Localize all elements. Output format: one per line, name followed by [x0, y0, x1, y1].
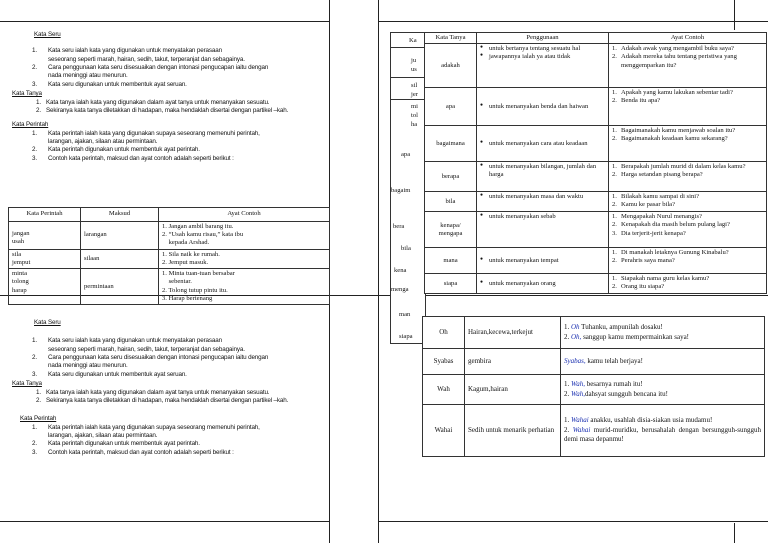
seru-maksud: gembira: [465, 349, 561, 375]
perintah-item-2: 2. Kata perintah digunakan untuk membentuk ayat perintah.: [32, 146, 200, 154]
tanya-ayat: 1. Mengapakah Nurul menangis? 2. Kenapakah dia masih belum pulang lagi? 3. Dia terjerit-jerit kenapa?: [609, 212, 767, 248]
heading-kata-tanya-repeat: Kata Tanya: [12, 380, 42, 388]
tanya-ayat: 1. Siapakah nama guru kelas kamu? 2. Orang itu siapa?: [609, 274, 767, 294]
behind-label: bera: [393, 223, 405, 230]
seru-list: [12, 47, 330, 89]
perintah-item-3: 3. Contoh kata perintah, maksud dan ayat contoh adalah seperti berikut :: [32, 448, 234, 456]
tanya-table-header: [425, 33, 767, 44]
table-row: [425, 126, 767, 162]
table-row: [423, 375, 765, 405]
tanya-guna: ● untuk menanyakan benda dan haiwan: [477, 88, 609, 126]
perintah-item-1: 1. Kata perintah ialah kata yang digunakan supaya seseorang memenuhi perintah, larangan, ajakan, silaan atau permintaan.: [32, 129, 260, 145]
hidden-table-behind: [390, 32, 426, 344]
tanya-guna: ● untuk menanyakan sebab: [477, 212, 609, 248]
seru-kata: Oh: [423, 317, 465, 349]
tanya-ayat: 1. Bagaimanakah kamu menjawab soalan itu? 2. Bagaimanakah keadaan kamu sekarang?: [609, 126, 767, 162]
tanya-header-guna: Penggunaan: [477, 33, 609, 44]
tanya-list-repeat: [12, 389, 330, 406]
heading-kata-perintah: Kata Perintah: [12, 121, 49, 129]
tanya-guna: ● untuk menanyakan orang: [477, 274, 609, 294]
table-row: [9, 222, 330, 250]
seru-table: [422, 316, 765, 457]
perintah-table-header: [9, 208, 330, 222]
tanya-guna: ● untuk menanyakan cara atau keadaan: [477, 126, 609, 162]
table-row: [425, 162, 767, 192]
table-row: [425, 44, 767, 88]
seru-item-2: 2. Cara penggunaan kata seru disesuaikan dengan intonasi pengucapan iaitu dengan nada meninggi atau menurun.: [32, 354, 269, 370]
seru-list-repeat: [12, 337, 330, 379]
tanya-item-2: 2. Sekiranya kata tanya diletakkan di hadapan, maka hendaklah disertai dengan partikel –kah.: [36, 396, 289, 404]
page-border-top-left: [0, 21, 330, 22]
seru-kata: Wahai: [423, 405, 465, 457]
perintah-kata: sila jemput: [9, 249, 81, 268]
seru-ayat: 1. Wahai anakku, usahlah disia-siakan usia mudamu! 2. Wahai murid-muridku, berusahalah dengan bersungguh-sungguh demi masa depanmu!: [561, 405, 765, 457]
seru-item-1: 1. Kata seru ialah kata yang digunakan untuk menyatakan perasaan seseorang seperti marah, hairan, sedih, takut, terperanjat dan sebagainya.: [32, 47, 245, 63]
tanya-ayat: 1. Bilakah kamu sampai di sini? 2. Kamu ke pasar bila?: [609, 192, 767, 212]
table-row: [423, 349, 765, 375]
heading-kata-seru: Kata Seru: [34, 31, 61, 38]
behind-label: ju: [411, 57, 417, 64]
perintah-table: [8, 207, 330, 305]
perintah-maksud: larangan: [81, 222, 159, 250]
seru-ayat: 1. Oh Tuhanku, ampunilah dosaku! 2. Oh, sanggup kamu mempermainkan saya!: [561, 317, 765, 349]
perintah-item-1: 1. Kata perintah ialah kata yang digunakan supaya seseorang memenuhi perintah, larangan, ajakan, silaan atau permintaan.: [32, 423, 260, 439]
behind-label: siapa: [399, 333, 413, 340]
tanya-ayat: 1. Berapakah jumlah murid di dalam kelas kamu? 2. Harga setandan pisang berapa?: [609, 162, 767, 192]
seru-kata: Wah: [423, 375, 465, 405]
perintah-header-maksud: Maksud: [81, 208, 159, 222]
notes-bottom: [12, 319, 330, 457]
behind-label: menga: [391, 286, 409, 293]
tanya-header-ayat: Ayat Contoh: [609, 33, 767, 44]
page-border-vertical-right-bottom: [734, 523, 735, 543]
tanya-guna: ● untuk menanyakan masa dan waktu: [477, 192, 609, 212]
perintah-header-kata: Kata Perintah: [9, 208, 81, 222]
perintah-ayat: 1. Jangan ambil barang itu. 2. “Usah kamu risau,” kata ibu kepada Arshad.: [159, 222, 330, 250]
tanya-table: [424, 32, 767, 294]
perintah-item-2: 2. Kata perintah digunakan untuk membentuk ayat perintah.: [32, 440, 200, 448]
perintah-maksud: silaan: [81, 249, 159, 268]
behind-label: apa: [401, 151, 411, 158]
seru-item-3: 3. Kata seru digunakan untuk membentuk ayat seruan.: [32, 80, 187, 88]
page-border-vertical-middle: [378, 0, 379, 543]
seru-item-2: 2. Cara penggunaan kata seru disesuaikan dengan intonasi pengucapan iaitu dengan nada meninggi atau menurun.: [32, 64, 269, 80]
table-row: [425, 274, 767, 294]
perintah-list-repeat: [12, 424, 330, 457]
notes-top: [12, 31, 330, 163]
tanya-item-2: 2. Sekiranya kata tanya diletakkan di hadapan, maka hendaklah disertai dengan partikel –kah.: [36, 106, 289, 114]
perintah-header-ayat: Ayat Contoh: [159, 208, 330, 222]
behind-label: kena: [394, 267, 407, 274]
tanya-kata: bagaimana: [425, 126, 477, 162]
table-row: [423, 317, 765, 349]
perintah-list: [12, 130, 330, 163]
page-border-top-right: [378, 21, 768, 22]
page-border-bottom-right: [378, 521, 768, 522]
behind-label: tol: [411, 112, 418, 119]
page-divider-middle-right: [378, 295, 768, 296]
tanya-item-1: 1. Kata tanya ialah kata yang digunakan dalam ayat tanya untuk menanyakan sesuatu.: [36, 388, 270, 396]
behind-label: jer: [411, 91, 418, 98]
seru-maksud: Hairan,kecewa,terkejut: [465, 317, 561, 349]
heading-kata-tanya: Kata Tanya: [12, 90, 42, 98]
seru-kata: Syabas: [423, 349, 465, 375]
tanya-guna: ● untuk bertanya tentang sesuatu hal ● jawapannya ialah ya atau tidak: [477, 44, 609, 88]
behind-label: bagaim: [391, 187, 411, 194]
tanya-header-kata: Kata Tanya: [425, 33, 477, 44]
tanya-kata: berapa: [425, 162, 477, 192]
page-border-vertical-right: [734, 0, 735, 30]
page-border-bottom-left: [0, 521, 330, 522]
seru-item-1: 1. Kata seru ialah kata yang digunakan untuk menyatakan perasaan seseorang seperti marah, hairan, sedih, takut, terperanjat dan sebagainya.: [32, 337, 245, 353]
heading-kata-perintah-repeat: Kata Perintah: [20, 415, 57, 423]
tanya-guna: ● untuk menanyakan tempat: [477, 248, 609, 274]
tanya-kata: mana: [425, 248, 477, 274]
seru-maksud: Kagum,hairan: [465, 375, 561, 405]
tanya-kata: apa: [425, 88, 477, 126]
behind-label: sil: [411, 82, 418, 89]
tanya-kata: bila: [425, 192, 477, 212]
table-row: [425, 192, 767, 212]
table-row: [425, 248, 767, 274]
seru-item-3: 3. Kata seru digunakan untuk membentuk ayat seruan.: [32, 370, 187, 378]
seru-ayat: 1. Wah, besarnya rumah itu! 2. Wah,dahsyat sungguh bencana itu!: [561, 375, 765, 405]
behind-label: man: [399, 311, 411, 318]
tanya-item-1: 1. Kata tanya ialah kata yang digunakan dalam ayat tanya untuk menanyakan sesuatu.: [36, 98, 270, 106]
behind-label: us: [411, 66, 417, 73]
perintah-kata: jangan usah: [9, 222, 81, 250]
perintah-item-3: 3. Contoh kata perintah, maksud dan ayat contoh adalah seperti berikut :: [32, 154, 234, 162]
seru-ayat: Syabas, kamu telah berjaya!: [561, 349, 765, 375]
perintah-kata: minta tolong harap: [9, 269, 81, 305]
tanya-guna: ● untuk menanyakan bilangan, jumlah dan harga: [477, 162, 609, 192]
behind-label: mi: [411, 103, 418, 110]
table-row: [423, 405, 765, 457]
tanya-kata: siapa: [425, 274, 477, 294]
tanya-ayat: 1. Adakah awak yang mengambil buku saya? 2. Adakah mereka tahu tentang peristiwa yang menggemparkan itu?: [609, 44, 767, 88]
tanya-ayat: 1. Apakah yang kamu lakukan sebentar tadi? 2. Benda itu apa?: [609, 88, 767, 126]
perintah-ayat: 1. Minta tuan-tuan bersabar sebentar. 2. Tolong tutup pintu itu. 3. Harap bertenang: [159, 269, 330, 305]
perintah-ayat: 1. Sila naik ke rumah. 2. Jemput masuk.: [159, 249, 330, 268]
behind-label: ha: [411, 121, 418, 128]
tanya-list: [12, 99, 330, 116]
table-row: [9, 249, 330, 268]
table-row: [425, 212, 767, 248]
tanya-kata: kenapa/ mengapa: [425, 212, 477, 248]
behind-label: Ka: [409, 37, 417, 44]
heading-kata-seru-repeat: Kata Seru: [34, 319, 61, 326]
perintah-maksud: permintaan: [81, 269, 159, 305]
table-row: [425, 88, 767, 126]
seru-maksud: Sedih untuk menarik perhatian: [465, 405, 561, 457]
tanya-ayat: 1. Di manakah letaknya Gunung Kinabalu? 2. Perahris saya mana?: [609, 248, 767, 274]
behind-label: bila: [401, 245, 411, 252]
table-row: [9, 269, 330, 305]
tanya-kata: adakah: [425, 44, 477, 88]
